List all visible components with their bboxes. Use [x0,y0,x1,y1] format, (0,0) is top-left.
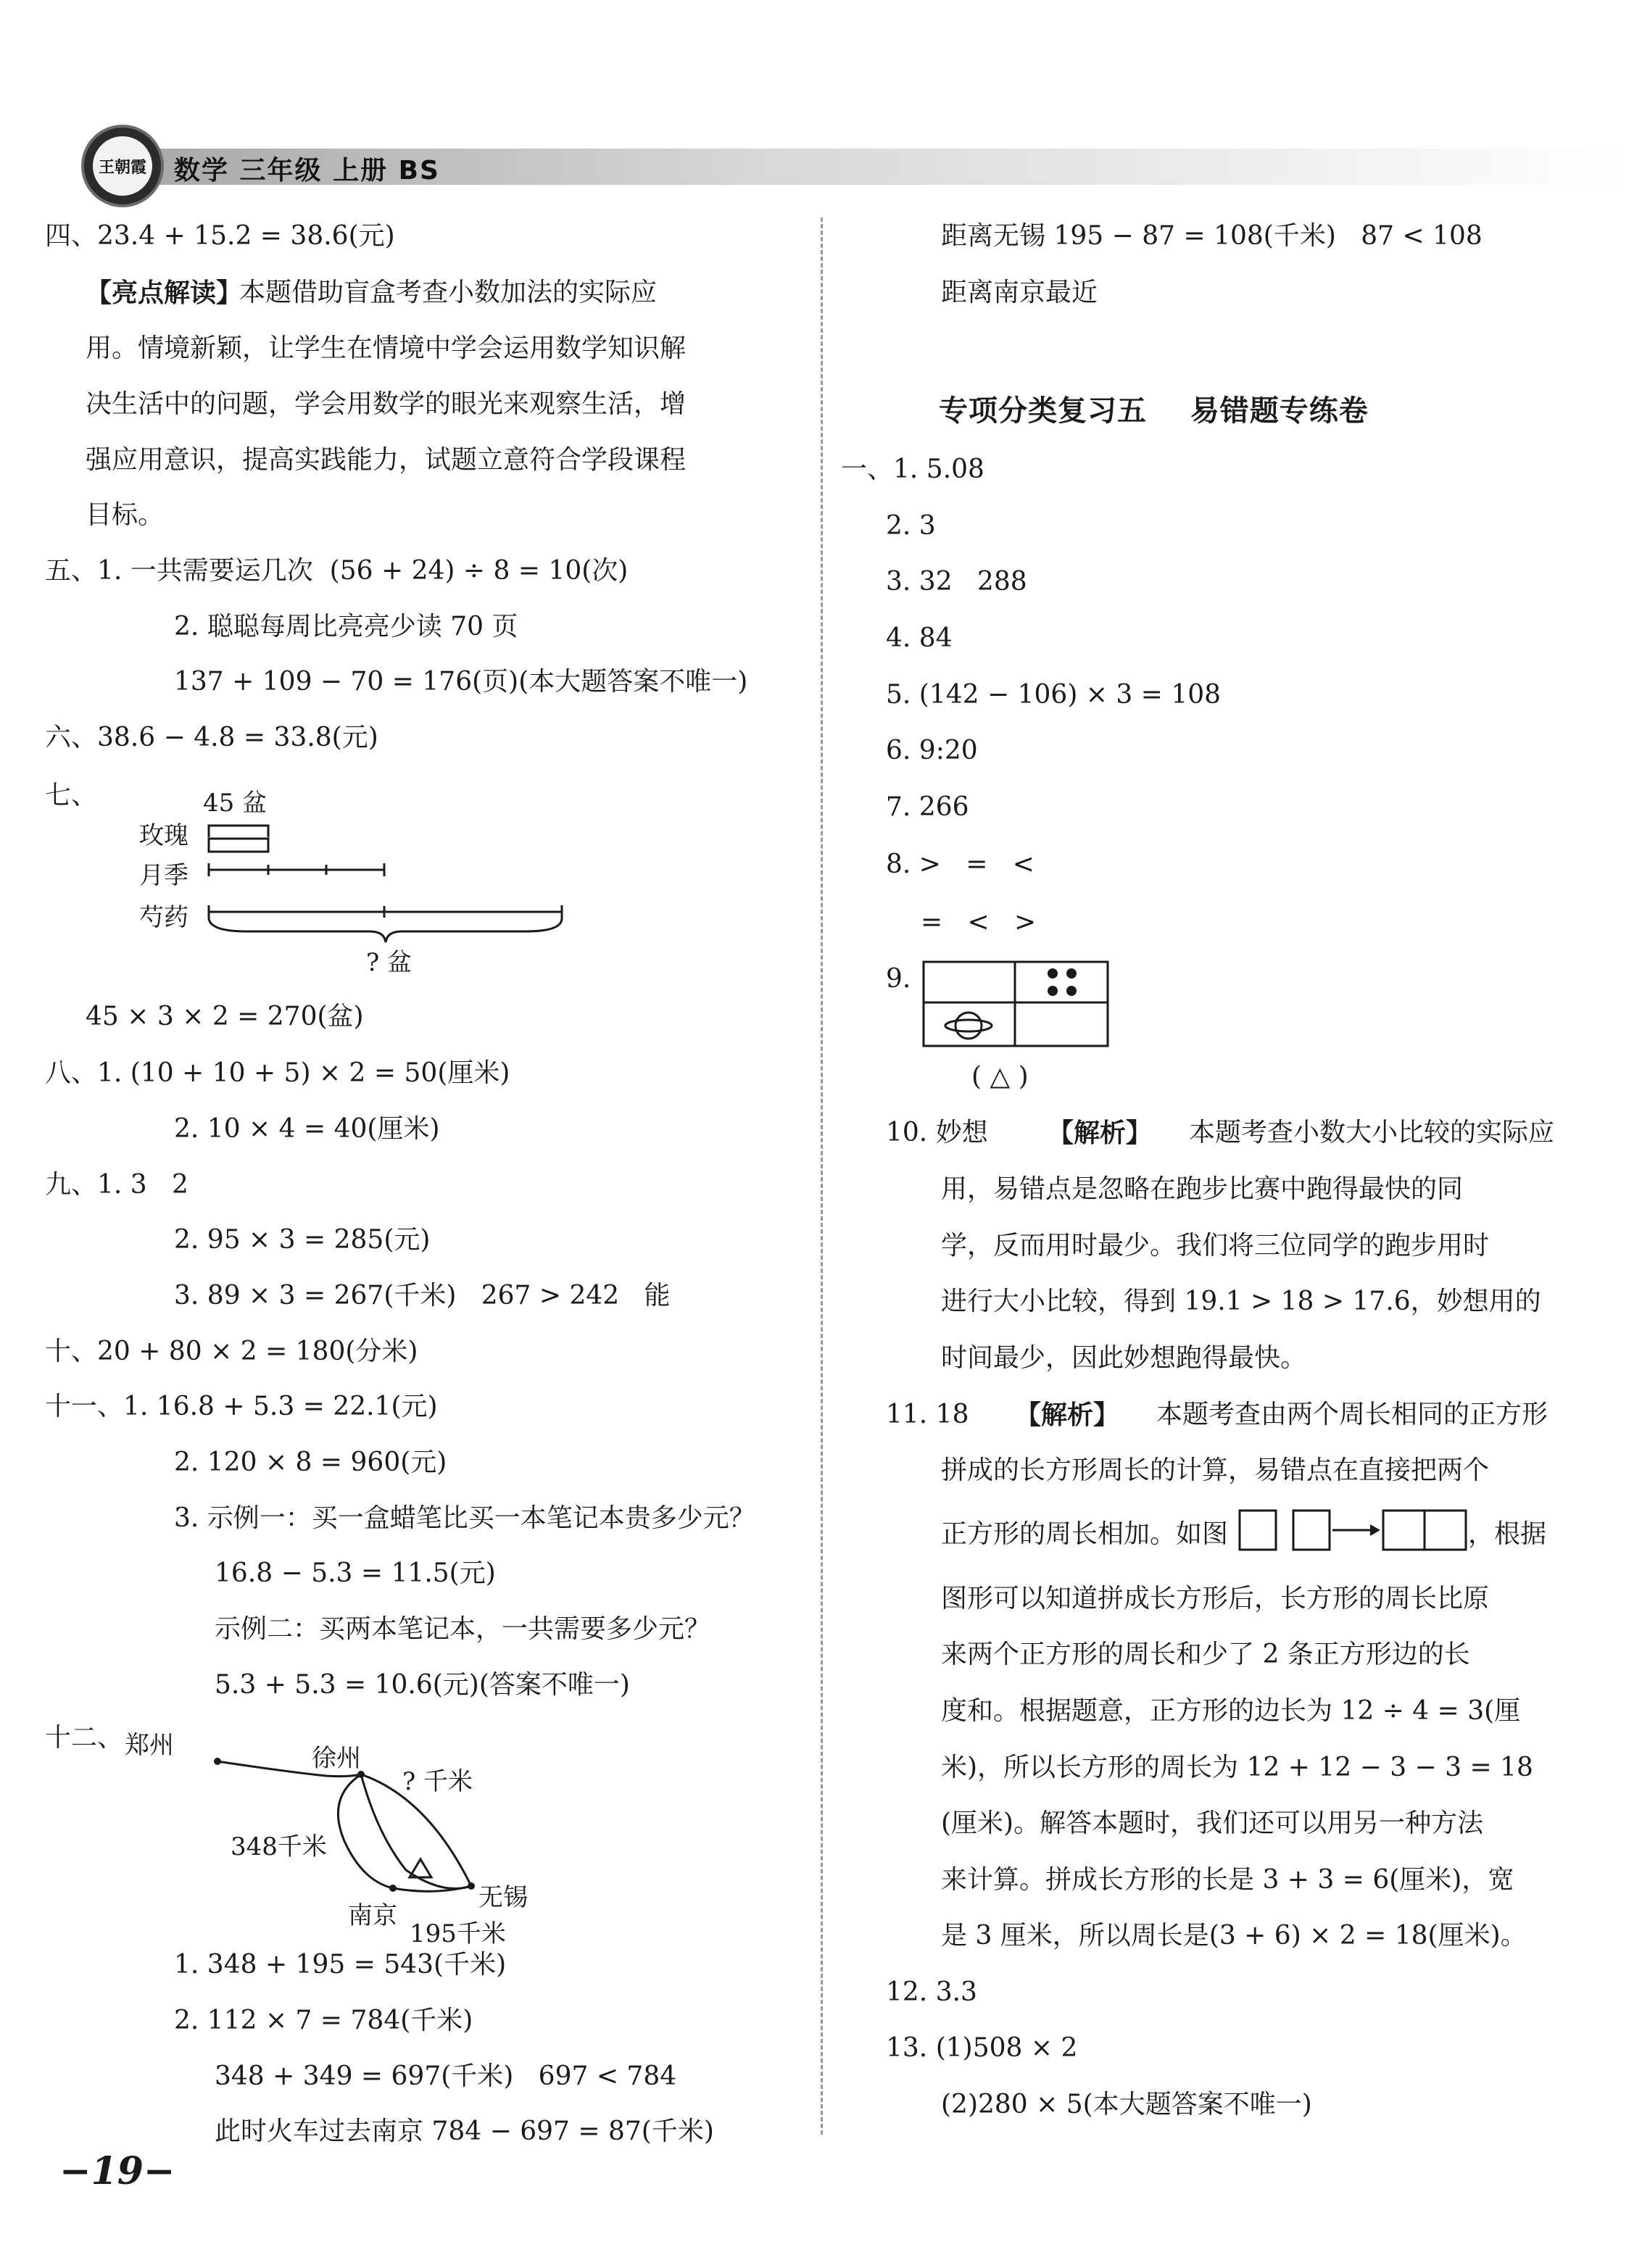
answer-q4: 4. 84 [886,623,953,653]
answer-eight-2: 2. 10 × 4 = 40(厘米) [174,1114,440,1144]
q11-line: (厘米)。解答本题时，我们还可以用另一种方法 [941,1808,1484,1838]
highlight-line: 强应用意识，提高实践能力，试题立意符合学段课程 [86,445,687,475]
answer-seven-number: 七、 [45,781,98,810]
publisher-logo [81,125,164,207]
diagram-row-peony: 芍药 [139,903,188,932]
diagram-row-chinarose: 月季 [139,861,188,890]
q11-analysis-tag: 【解析】 [1015,1400,1120,1430]
answer-q9: ( △ ) [971,1062,1029,1092]
answer-twelve-number: 十二、 [45,1723,124,1753]
answer-ten: 十、20 + 80 × 2 = 180(分米) [45,1337,418,1366]
map-label-xuzhou: 徐州 [312,1744,361,1773]
answer-five-2: 2. 聪聪每周比亮亮少读 70 页 [174,612,518,641]
diagram-top-label: 45 盆 [203,789,268,818]
q11-line: 本题考查由两个周长相同的正方形 [1156,1400,1548,1429]
answer-twelve-2b: 348 + 349 = 697(千米) 697 < 784 [215,2061,677,2091]
q11-line: 来计算。拼成长方形的长是 3 + 3 = 6(厘米)，宽 [941,1865,1514,1895]
header-title: 数学 三年级 上册 BS [174,156,440,186]
answer-eleven-3c: 示例二：买两本笔记本，一共需要多少元？ [215,1614,711,1644]
answer-q10-head: 10. 妙想 [886,1118,988,1147]
q11-line: 度和。根据题意，正方形的边长为 12 ÷ 4 = 3(厘 [941,1696,1521,1726]
answer-q1: 一、1. 5.08 [841,454,984,484]
answer-eleven-3d: 5.3 + 5.3 = 10.6(元)(答案不唯一) [215,1670,630,1700]
map-label-zhengzhou: 郑州 [125,1731,174,1760]
answer-twelve-continued-1: 距离无锡 195 − 87 = 108(千米) 87 < 108 [941,221,1483,251]
q11-line: 图形可以知道拼成长方形后，长方形的周长比原 [941,1584,1490,1613]
answer-nine-1: 九、1. 3 2 [45,1170,188,1200]
highlight-line: 用。情境新颖，让学生在情境中学会运用数学知识解 [86,333,687,363]
map-label-unknown-distance: ? 千米 [402,1767,473,1796]
column-divider [821,217,823,2135]
q10-analysis-tag: 【解析】 [1048,1118,1153,1148]
answer-q9-number: 9. [886,964,911,994]
q10-line: 时间最少，因此妙想跑得最快。 [941,1343,1307,1373]
answer-eleven-1: 十一、1. 16.8 + 5.3 = 22.1(元) [45,1392,438,1421]
highlight-line: 本题借助盲盒考查小数加法的实际应 [239,278,658,307]
q10-line: 本题考查小数大小比较的实际应 [1189,1118,1555,1147]
answer-seven-equation: 45 × 3 × 2 = 270(盆) [86,1002,364,1031]
answer-q8b: = < > [921,907,1037,937]
answer-four: 四、23.4 + 15.2 = 38.6(元) [45,221,395,251]
answer-q11-head: 11. 18 [886,1400,969,1429]
q11-line: 是 3 厘米，所以周长是(3 + 6) × 2 = 18(厘米)。 [941,1921,1527,1951]
q10-line: 用，易错点是忽略在跑步比赛中跑得最快的同 [941,1174,1464,1204]
q11-line: 米)，所以长方形的周长为 12 + 12 − 3 − 3 = 18 [941,1753,1533,1782]
answer-five-1: 五、1. 一共需要运几次 (56 + 24) ÷ 8 = 10(次) [45,556,629,586]
answer-q3: 3. 32 288 [886,567,1027,597]
answer-twelve-1: 1. 348 + 195 = 543(千米) [174,1950,507,1980]
q10-line: 进行大小比较，得到 19.1 > 18 > 17.6，妙想用的 [941,1287,1541,1316]
segment-diagram [203,815,580,960]
square-to-rectangle-figure [1238,1508,1477,1558]
answer-eight-1: 八、1. (10 + 10 + 5) × 2 = 50(厘米) [45,1058,510,1088]
answer-eleven-3: 3. 示例一：买一盒蜡笔比买一本笔记本贵多少元？ [174,1503,755,1533]
diagram-row-rose: 玫瑰 [139,821,188,850]
answer-nine-3: 3. 89 × 3 = 267(千米) 267 > 242 能 [174,1281,671,1310]
page-number: −19− [59,2149,175,2193]
answer-q13b: (2)280 × 5(本大题答案不唯一) [941,2090,1312,2119]
answer-q2: 2. 3 [886,511,936,541]
answer-eleven-2: 2. 120 × 8 = 960(元) [174,1447,447,1477]
map-label-348km: 348千米 [231,1832,327,1861]
highlight-line: 决生活中的问题，学会用数学的眼光来观察生活，增 [86,389,687,419]
map-label-195km: 195千米 [410,1919,506,1948]
q9-grid-figure [922,960,1118,1051]
answer-q12: 12. 3.3 [886,1977,977,2007]
q11-line: 拼成的长方形周长的计算，易错点在直接把两个 [941,1455,1490,1485]
answer-q13a: 13. (1)508 × 2 [886,2033,1078,2063]
answer-q6: 6. 9:20 [886,736,978,765]
answer-five-2b: 137 + 109 − 70 = 176(页)(本大题答案不唯一) [174,667,748,697]
section-title: 专项分类复习五 易错题专练卷 [939,394,1369,428]
answer-twelve-2: 2. 112 × 7 = 784(千米) [174,2006,473,2035]
map-label-nanjing: 南京 [348,1901,397,1930]
q11-line: 来两个正方形的周长和少了 2 条正方形边的长 [941,1640,1470,1669]
answer-q7: 7. 266 [886,792,969,822]
answer-six: 六、38.6 − 4.8 = 33.8(元) [45,723,378,752]
q11-line: 正方形的周长相加。如图 [941,1519,1229,1549]
answer-eleven-3b: 16.8 − 5.3 = 11.5(元) [215,1558,496,1588]
answer-q5: 5. (142 − 106) × 3 = 108 [886,680,1222,710]
answer-twelve-2c: 此时火车过去南京 784 − 697 = 87(千米) [215,2117,714,2146]
map-label-wuxi: 无锡 [478,1883,528,1912]
highlight-tag: 【亮点解读】 [86,278,243,308]
highlight-line: 目标。 [86,500,165,530]
q11-line: ，根据 [1468,1519,1547,1549]
answer-q8a: 8. > = < [886,850,1034,879]
logo-text: 王朝霞 [93,136,152,196]
answer-nine-2: 2. 95 × 3 = 285(元) [174,1225,431,1255]
q10-line: 学，反而用时最少。我们将三位同学的跑步用时 [941,1231,1490,1260]
answer-twelve-continued-2: 距离南京最近 [941,278,1098,307]
diagram-bottom-label: ? 盆 [366,948,412,977]
